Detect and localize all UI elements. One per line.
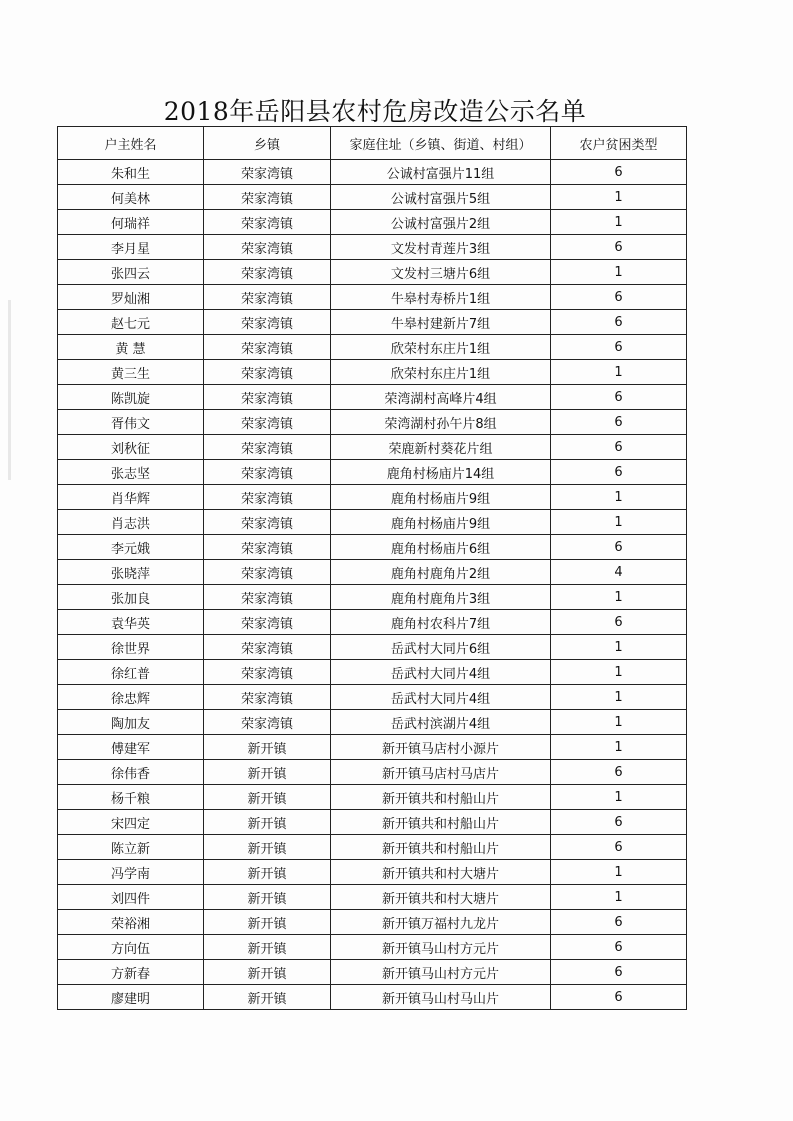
cell-address: 新开镇马山村方元片 xyxy=(331,935,551,960)
cell-householder-name: 袁华英 xyxy=(58,610,204,635)
cell-township: 荣家湾镇 xyxy=(204,310,331,335)
table-row xyxy=(58,210,687,235)
cell-address: 新开镇共和村船山片 xyxy=(331,810,551,835)
cell-householder-name: 荣裕湘 xyxy=(58,910,204,935)
cell-poverty-type: 1 xyxy=(551,860,687,885)
cell-poverty-type: 6 xyxy=(551,310,687,335)
cell-poverty-type: 1 xyxy=(551,210,687,235)
cell-address: 牛皋村建新片7组 xyxy=(331,310,551,335)
cell-township: 荣家湾镇 xyxy=(204,585,331,610)
header-township: 乡镇 xyxy=(204,127,331,160)
cell-township: 新开镇 xyxy=(204,735,331,760)
scan-edge-mark xyxy=(8,300,11,480)
cell-householder-name: 赵七元 xyxy=(58,310,204,335)
cell-township: 新开镇 xyxy=(204,785,331,810)
cell-householder-name: 朱和生 xyxy=(58,160,204,185)
cell-address: 新开镇共和村大塘片 xyxy=(331,885,551,910)
cell-poverty-type: 1 xyxy=(551,685,687,710)
cell-poverty-type: 1 xyxy=(551,885,687,910)
cell-householder-name: 胥伟文 xyxy=(58,410,204,435)
cell-address: 文发村青莲片3组 xyxy=(331,235,551,260)
cell-householder-name: 肖志洪 xyxy=(58,510,204,535)
header-address: 家庭住址（乡镇、街道、村组） xyxy=(331,127,551,160)
cell-poverty-type: 1 xyxy=(551,660,687,685)
cell-householder-name: 刘秋征 xyxy=(58,435,204,460)
cell-poverty-type: 1 xyxy=(551,635,687,660)
cell-township: 新开镇 xyxy=(204,810,331,835)
table-row xyxy=(58,185,687,210)
cell-poverty-type: 6 xyxy=(551,160,687,185)
cell-householder-name: 李元娥 xyxy=(58,535,204,560)
cell-address: 牛皋村寿桥片1组 xyxy=(331,285,551,310)
cell-address: 荣湾湖村高峰片4组 xyxy=(331,385,551,410)
cell-householder-name: 张志坚 xyxy=(58,460,204,485)
table-row xyxy=(58,360,687,385)
cell-address: 鹿角村杨庙片14组 xyxy=(331,460,551,485)
table-row xyxy=(58,935,687,960)
table-row xyxy=(58,585,687,610)
cell-poverty-type: 4 xyxy=(551,560,687,585)
cell-address: 文发村三塘片6组 xyxy=(331,260,551,285)
table-row xyxy=(58,410,687,435)
cell-householder-name: 徐红普 xyxy=(58,660,204,685)
cell-poverty-type: 6 xyxy=(551,385,687,410)
cell-address: 鹿角村鹿角片2组 xyxy=(331,560,551,585)
cell-householder-name: 刘四件 xyxy=(58,885,204,910)
cell-township: 荣家湾镇 xyxy=(204,260,331,285)
cell-address: 鹿角村杨庙片9组 xyxy=(331,510,551,535)
cell-township: 荣家湾镇 xyxy=(204,485,331,510)
cell-householder-name: 徐伟香 xyxy=(58,760,204,785)
cell-poverty-type: 6 xyxy=(551,335,687,360)
cell-householder-name: 杨千粮 xyxy=(58,785,204,810)
table-row xyxy=(58,810,687,835)
cell-address: 新开镇万福村九龙片 xyxy=(331,910,551,935)
cell-township: 荣家湾镇 xyxy=(204,285,331,310)
cell-poverty-type: 6 xyxy=(551,810,687,835)
cell-township: 荣家湾镇 xyxy=(204,510,331,535)
cell-address: 新开镇共和村大塘片 xyxy=(331,860,551,885)
cell-poverty-type: 1 xyxy=(551,785,687,810)
cell-poverty-type: 6 xyxy=(551,235,687,260)
cell-householder-name: 徐世界 xyxy=(58,635,204,660)
table-row xyxy=(58,385,687,410)
cell-township: 荣家湾镇 xyxy=(204,535,331,560)
cell-address: 鹿角村杨庙片6组 xyxy=(331,535,551,560)
cell-address: 岳武村滨湖片4组 xyxy=(331,710,551,735)
cell-householder-name: 冯学南 xyxy=(58,860,204,885)
cell-householder-name: 方向伍 xyxy=(58,935,204,960)
table-row xyxy=(58,435,687,460)
cell-township: 新开镇 xyxy=(204,935,331,960)
cell-householder-name: 张晓萍 xyxy=(58,560,204,585)
cell-poverty-type: 6 xyxy=(551,760,687,785)
cell-householder-name: 黄三生 xyxy=(58,360,204,385)
cell-township: 荣家湾镇 xyxy=(204,610,331,635)
cell-township: 荣家湾镇 xyxy=(204,660,331,685)
table-row xyxy=(58,860,687,885)
cell-householder-name: 罗灿湘 xyxy=(58,285,204,310)
cell-address: 岳武村大同片4组 xyxy=(331,660,551,685)
cell-township: 新开镇 xyxy=(204,885,331,910)
table-row xyxy=(58,610,687,635)
cell-address: 欣荣村东庄片1组 xyxy=(331,360,551,385)
cell-householder-name: 张加良 xyxy=(58,585,204,610)
table-body xyxy=(58,160,687,1010)
table-row xyxy=(58,985,687,1010)
table-row xyxy=(58,485,687,510)
cell-poverty-type: 6 xyxy=(551,435,687,460)
cell-township: 新开镇 xyxy=(204,910,331,935)
cell-poverty-type: 6 xyxy=(551,910,687,935)
table-row xyxy=(58,835,687,860)
cell-address: 新开镇马店村小源片 xyxy=(331,735,551,760)
table-row xyxy=(58,560,687,585)
cell-address: 鹿角村鹿角片3组 xyxy=(331,585,551,610)
cell-poverty-type: 6 xyxy=(551,285,687,310)
cell-poverty-type: 6 xyxy=(551,985,687,1010)
cell-township: 新开镇 xyxy=(204,960,331,985)
cell-township: 荣家湾镇 xyxy=(204,435,331,460)
cell-township: 荣家湾镇 xyxy=(204,235,331,260)
cell-address: 新开镇马山村马山片 xyxy=(331,985,551,1010)
cell-address: 鹿角村杨庙片9组 xyxy=(331,485,551,510)
table-row xyxy=(58,460,687,485)
cell-householder-name: 徐忠辉 xyxy=(58,685,204,710)
cell-householder-name: 陈凯旋 xyxy=(58,385,204,410)
table-row xyxy=(58,660,687,685)
cell-poverty-type: 6 xyxy=(551,960,687,985)
cell-householder-name: 廖建明 xyxy=(58,985,204,1010)
cell-township: 荣家湾镇 xyxy=(204,410,331,435)
cell-poverty-type: 1 xyxy=(551,510,687,535)
cell-township: 荣家湾镇 xyxy=(204,635,331,660)
table-row xyxy=(58,635,687,660)
cell-poverty-type: 6 xyxy=(551,535,687,560)
cell-poverty-type: 1 xyxy=(551,735,687,760)
table-row xyxy=(58,310,687,335)
cell-poverty-type: 6 xyxy=(551,410,687,435)
cell-poverty-type: 6 xyxy=(551,610,687,635)
table-row xyxy=(58,760,687,785)
cell-township: 荣家湾镇 xyxy=(204,360,331,385)
table-row xyxy=(58,960,687,985)
cell-poverty-type: 1 xyxy=(551,360,687,385)
cell-poverty-type: 6 xyxy=(551,835,687,860)
cell-householder-name: 李月星 xyxy=(58,235,204,260)
cell-poverty-type: 1 xyxy=(551,585,687,610)
cell-poverty-type: 1 xyxy=(551,485,687,510)
table-row xyxy=(58,885,687,910)
table-row xyxy=(58,535,687,560)
table-row xyxy=(58,510,687,535)
table-row xyxy=(58,260,687,285)
table-row xyxy=(58,235,687,260)
cell-poverty-type: 1 xyxy=(551,260,687,285)
header-row xyxy=(58,127,687,160)
cell-address: 新开镇共和村船山片 xyxy=(331,835,551,860)
table-row xyxy=(58,685,687,710)
table-header xyxy=(58,127,687,160)
cell-township: 新开镇 xyxy=(204,760,331,785)
cell-address: 公诚村富强片2组 xyxy=(331,210,551,235)
cell-householder-name: 何美林 xyxy=(58,185,204,210)
cell-township: 荣家湾镇 xyxy=(204,185,331,210)
cell-township: 新开镇 xyxy=(204,985,331,1010)
cell-householder-name: 肖华辉 xyxy=(58,485,204,510)
cell-address: 荣鹿新村葵花片组 xyxy=(331,435,551,460)
cell-township: 荣家湾镇 xyxy=(204,560,331,585)
cell-address: 岳武村大同片4组 xyxy=(331,685,551,710)
cell-township: 荣家湾镇 xyxy=(204,385,331,410)
cell-township: 新开镇 xyxy=(204,860,331,885)
cell-householder-name: 傅建军 xyxy=(58,735,204,760)
cell-address: 荣湾湖村孙午片8组 xyxy=(331,410,551,435)
cell-address: 新开镇共和村船山片 xyxy=(331,785,551,810)
cell-township: 荣家湾镇 xyxy=(204,210,331,235)
cell-address: 鹿角村农科片7组 xyxy=(331,610,551,635)
header-householder-name: 户主姓名 xyxy=(58,127,204,160)
table-row xyxy=(58,910,687,935)
cell-address: 欣荣村东庄片1组 xyxy=(331,335,551,360)
cell-address: 新开镇马山村方元片 xyxy=(331,960,551,985)
cell-township: 荣家湾镇 xyxy=(204,335,331,360)
cell-address: 岳武村大同片6组 xyxy=(331,635,551,660)
table-row xyxy=(58,785,687,810)
housing-renovation-table xyxy=(57,126,687,1010)
document-title: 2018年岳阳县农村危房改造公示名单 xyxy=(163,97,587,126)
cell-householder-name: 宋四定 xyxy=(58,810,204,835)
table-row xyxy=(58,160,687,185)
cell-township: 荣家湾镇 xyxy=(204,685,331,710)
cell-householder-name: 何瑞祥 xyxy=(58,210,204,235)
cell-township: 新开镇 xyxy=(204,835,331,860)
table-row xyxy=(58,285,687,310)
cell-address: 新开镇马店村马店片 xyxy=(331,760,551,785)
cell-poverty-type: 1 xyxy=(551,710,687,735)
table-row xyxy=(58,710,687,735)
cell-poverty-type: 1 xyxy=(551,185,687,210)
cell-township: 荣家湾镇 xyxy=(204,160,331,185)
cell-poverty-type: 6 xyxy=(551,935,687,960)
cell-township: 荣家湾镇 xyxy=(204,710,331,735)
cell-householder-name: 陈立新 xyxy=(58,835,204,860)
table-row xyxy=(58,335,687,360)
table-row xyxy=(58,735,687,760)
cell-township: 荣家湾镇 xyxy=(204,460,331,485)
cell-householder-name: 张四云 xyxy=(58,260,204,285)
cell-address: 公诚村富强片5组 xyxy=(331,185,551,210)
cell-householder-name: 陶加友 xyxy=(58,710,204,735)
header-poverty-type: 农户贫困类型 xyxy=(551,127,687,160)
cell-householder-name: 方新春 xyxy=(58,960,204,985)
cell-address: 公诚村富强片11组 xyxy=(331,160,551,185)
cell-householder-name: 黄 慧 xyxy=(58,335,204,360)
cell-poverty-type: 6 xyxy=(551,460,687,485)
